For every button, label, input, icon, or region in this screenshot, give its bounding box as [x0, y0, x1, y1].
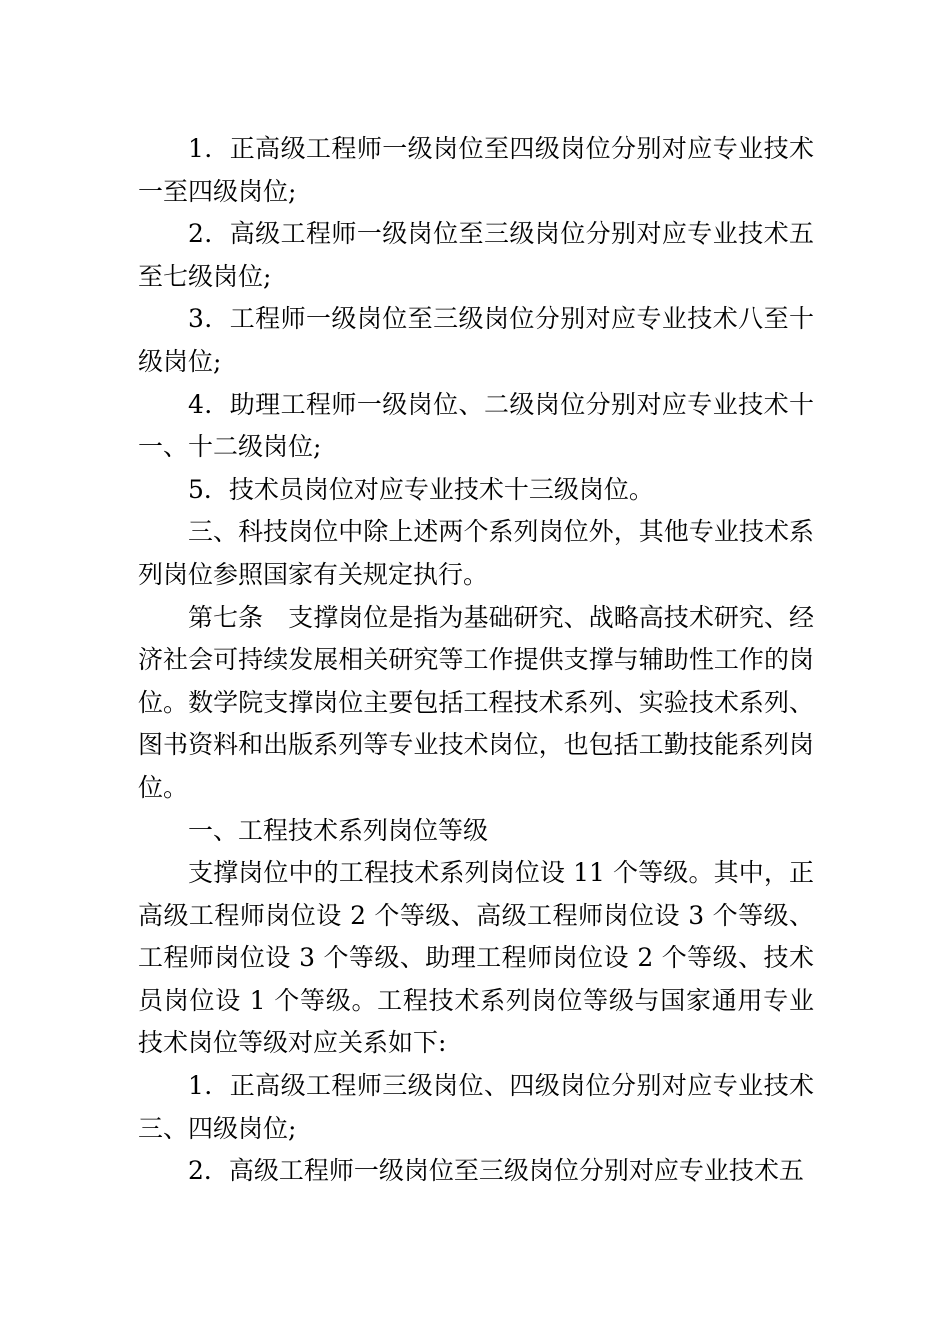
paragraph-section-three: 三、科技岗位中除上述两个系列岗位外，其他专业技术系列岗位参照国家有关规定执行。 — [138, 517, 814, 589]
paragraph-item-5: 5．技术员岗位对应专业技术十三级岗位。 — [188, 474, 654, 504]
paragraph-item-3: 3．工程师一级岗位至三级岗位分别对应专业技术八至十级岗位; — [138, 304, 814, 376]
document-page — [138, 128, 814, 1193]
paragraph-item-1: 1．正高级工程师一级岗位至四级岗位分别对应专业技术一至四级岗位; — [138, 134, 814, 206]
paragraph-engineering-levels: 支撑岗位中的工程技术系列岗位设 11 个等级。其中，正高级工程师岗位设 2 个等级、高级工程师岗位设 3 个等级、工程师岗位设 3 个等级、助理工程师岗位设 2 个等级、技术员岗位设 1 个等级。工程技术系列岗位等级与国家通用专业技术岗位等级对应关系如下: — [138, 858, 814, 1058]
section-heading-engineering: 一、工程技术系列岗位等级 — [188, 815, 489, 845]
paragraph-item-2: 2．高级工程师一级岗位至三级岗位分别对应专业技术五至七级岗位; — [138, 219, 814, 291]
paragraph-article-seven: 第七条 支撑岗位是指为基础研究、战略高技术研究、经济社会可持续发展相关研究等工作提供支撑与辅助性工作的岗位。数学院支撑岗位主要包括工程技术系列、实验技术系列、图书资料和出版系列等专业技术岗位，也包括工勤技能系列岗位。 — [138, 602, 814, 802]
paragraph-engineering-item-2: 2．高级工程师一级岗位至三级岗位分别对应专业技术五 — [188, 1156, 804, 1186]
paragraph-item-4: 4．助理工程师一级岗位、二级岗位分别对应专业技术十一、十二级岗位; — [138, 389, 814, 462]
paragraph-engineering-item-1: 1．正高级工程师三级岗位、四级岗位分别对应专业技术三、四级岗位; — [138, 1071, 814, 1143]
